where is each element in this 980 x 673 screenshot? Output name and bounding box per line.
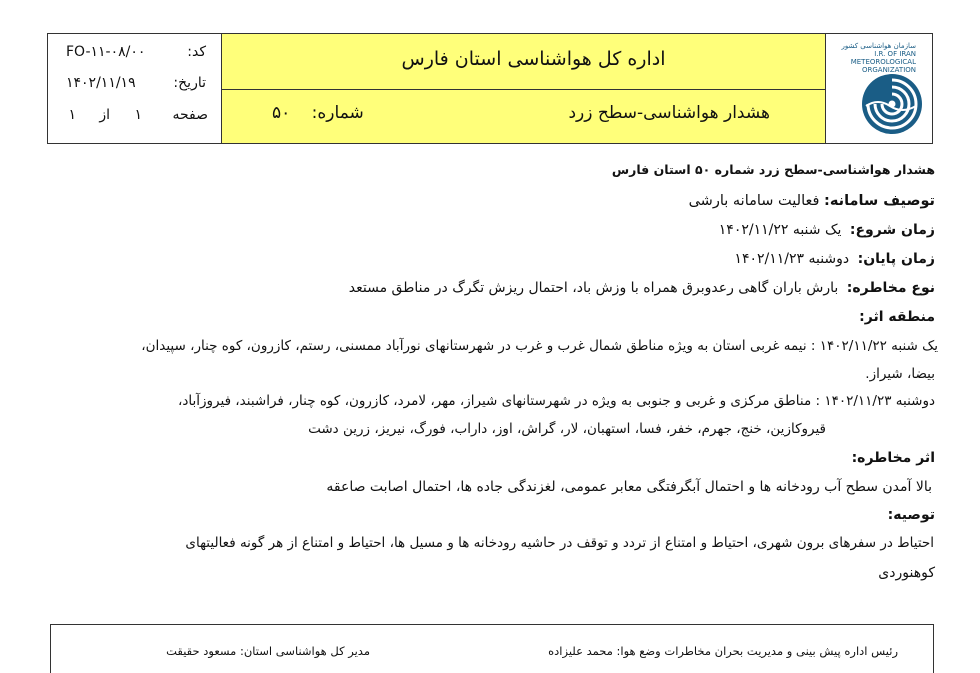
advice-line1: احتیاط در سفرهای برون شهری، احتیاط و امتناع از تردد و توقف در حاشیه رودخانه ها و مسیل ها، احتیاط و امتناع از هر گونه فعالیتهای (185, 535, 934, 551)
end-label: زمان پایان: (857, 251, 935, 267)
page-label: صفحه (172, 107, 208, 123)
system-description-row (689, 193, 935, 209)
hazard-type-row (349, 280, 935, 296)
logo-cell (826, 34, 932, 143)
title-cell (222, 34, 826, 143)
number-value: ۵۰ (272, 103, 291, 123)
area-day1-line1: یک شنبه ۱۴۰۲/۱۱/۲۲ : نیمه غربی استان به ویژه مناطق شمال غرب و غرب در شهرستانهای نورآباد ممسنی، رستم، کازرون، کوه چنار، سپیدان، (141, 338, 938, 354)
code-value: FO-۱۱-۰۸/۰۰ (66, 44, 146, 60)
effect-label: اثر مخاطره: (851, 450, 935, 466)
warning-title: هشدار هواشناسی-سطح زرد (568, 103, 770, 123)
logo-en-3: ORGANIZATION (861, 66, 916, 74)
page-current: ۱ (134, 107, 142, 123)
end-value: دوشنبه ۱۴۰۲/۱۱/۲۳ (734, 251, 850, 267)
logo-en-1: I.R. OF IRAN (874, 50, 916, 58)
title-divider (222, 89, 825, 90)
start-time-row (719, 222, 935, 238)
meta-cell (48, 34, 222, 143)
hazard-type-label: نوع مخاطره: (846, 280, 935, 296)
advice-line2: کوهنوردی (878, 565, 935, 581)
document-header (47, 33, 933, 144)
warning-number (272, 103, 364, 123)
area-day1-line2: بیضا، شیراز. (865, 366, 935, 382)
date-label: تاریخ: (173, 75, 206, 91)
number-label: شماره: (311, 103, 364, 123)
start-label: زمان شروع: (849, 222, 935, 238)
start-value: یک شنبه ۱۴۰۲/۱۱/۲۲ (718, 222, 842, 238)
advice-label: توصیه: (887, 507, 935, 523)
hazard-type-value: بارش باران گاهی رعدوبرق همراه با وزش باد، احتمال ریزش تگرگ در مناطق مستعد (348, 280, 839, 296)
effect-value: بالا آمدن سطح آب رودخانه ها و احتمال آبگرفتگی معابر عمومی، لغزندگی جاده ها، احتمال اصابت صاعقه (326, 479, 932, 495)
logo-fa: سازمان هواشناسی کشور (841, 42, 916, 50)
page-total: ۱ (68, 107, 76, 123)
system-value: فعالیت سامانه بارشی (688, 193, 820, 209)
date-value: ۱۴۰۲/۱۱/۱۹ (66, 75, 136, 91)
end-time-row (734, 251, 935, 267)
area-day2-line1: دوشنبه ۱۴۰۲/۱۱/۲۳ : مناطق مرکزی و غربی و جنوبی به ویژه در شهرستانهای شیراز، مهر، لامرد، کازرون، کوه چنار، فراشبند، فیروزآباد، (178, 393, 935, 409)
signature-box (50, 624, 934, 673)
area-label: منطقه اثر: (859, 309, 935, 325)
director-signature: مدیر کل هواشناسی استان: مسعود حقیقت (166, 644, 370, 658)
document-heading: هشدار هواشناسی-سطح زرد شماره ۵۰ استان فارس (611, 162, 935, 177)
office-title: اداره کل هواشناسی استان فارس (401, 48, 666, 70)
area-day2-line2: قیروکازین، خنج، جهرم، خفر، فسا، استهبان، لار، گراش، اوز، داراب، فورگ، نیریز، زرین دشت (308, 421, 826, 437)
code-label: کد: (187, 44, 206, 60)
logo-en-2: METEOROLOGICAL (850, 58, 916, 66)
meteorological-organization-logo-icon (860, 72, 924, 136)
forecast-head-signature: رئیس اداره پیش بینی و مدیریت بحران مخاطرات وضع هوا: محمد علیزاده (548, 644, 898, 658)
page-of: از (99, 107, 110, 123)
system-label: توصیف سامانه: (824, 193, 935, 209)
logo-text (806, 42, 916, 74)
